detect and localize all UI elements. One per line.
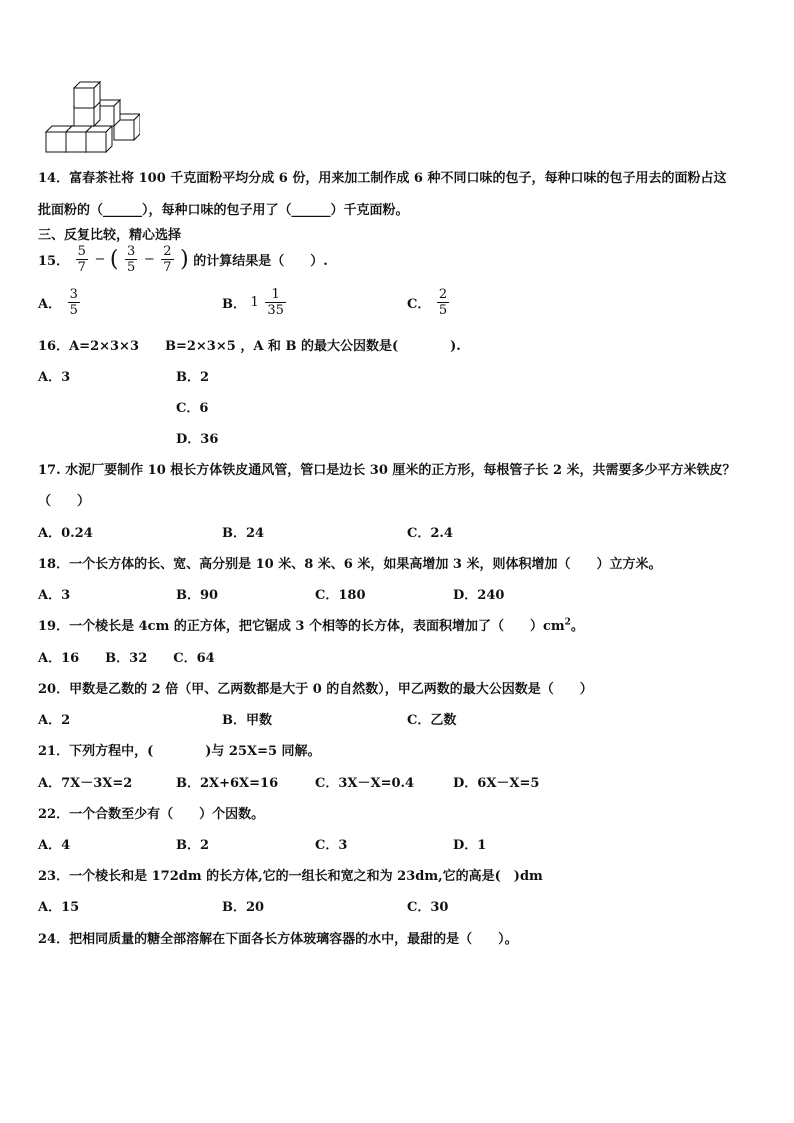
q19-options: A．16 B．32 C．64: [38, 651, 215, 666]
q18-option-a: A．3: [38, 588, 71, 603]
q23-option-b: B．20: [222, 900, 265, 915]
q17-option-b: B．24: [222, 526, 265, 541]
q20-option-b: B．甲数: [222, 713, 272, 728]
cube: [86, 126, 112, 152]
q17-option-c: C．2.4: [407, 526, 453, 541]
q21-option-c: C．3X－X=0.4: [315, 776, 415, 791]
fraction: $\frac{2}{7}$: [163, 244, 172, 275]
q22-option-c: C．3: [315, 838, 348, 853]
q17-line1: 17. 水泥厂要制作 10 根长方体铁皮通风管，管口是边长 30 厘米的正方形，每根管子长 2 米，共需要多少平方米铁皮？: [38, 463, 736, 478]
q18-option-d: D．240: [453, 588, 505, 603]
q18-option-c: C．180: [315, 588, 366, 603]
q15-stem: 15． $\frac{5}{7}$ − ( $\frac{3}{5}$ − $\frac{2}{7}$ ) 的计算结果是（ ）.: [38, 244, 328, 275]
q23-stem: 23．一个棱长和是 172dm 的长方体,它的一组长和宽之和为 23dm,它的高是( )dm: [38, 869, 543, 884]
q24-stem: 24．把相同质量的糖全部溶解在下面各长方体玻璃容器的水中，最甜的是（ ）。: [38, 932, 518, 947]
q22-option-a: A．4: [38, 838, 71, 853]
section-heading: 三、反复比较，精心选择: [38, 228, 182, 243]
fraction: $\frac{5}{7}$: [77, 244, 86, 275]
q14-line2: 批面粉的（______），每种口味的包子用了（______）千克面粉。: [38, 203, 409, 218]
q15-option-a: A． $\frac{3}{5}$: [38, 287, 78, 318]
q23-option-a: A．15: [38, 900, 80, 915]
q15-option-c: C． $\frac{2}{5}$: [407, 287, 448, 318]
q21-stem: 21．下列方程中，( )与 25X=5 同解。: [38, 744, 321, 759]
q16-option-c: C．6: [176, 401, 209, 416]
q14-line1: 14．富春茶社将 100 千克面粉平均分成 6 份，用来加工制作成 6 种不同口味的包子，每种口味的包子用去的面粉占这: [38, 171, 727, 186]
q19-stem: 19．一个棱长是 4cm 的正方体，把它锯成 3 个相等的长方体，表面积增加了（ ）$cm^2$。: [38, 617, 584, 634]
q22-option-d: D．1: [453, 838, 487, 853]
q15-option-b: B． 1 $\frac{1}{35}$: [222, 287, 284, 318]
q20-stem: 20．甲数是乙数的 2 倍（甲、乙两数都是大于 0 的自然数），甲乙两数的最大公因数是（ ）: [38, 682, 593, 697]
q16-stem: 16．A=2×3×3 B=2×3×5 ，A 和 B 的最大公因数是( ).: [38, 339, 461, 354]
q16-option-b: B．2: [176, 370, 210, 385]
q16-option-d: D．36: [176, 432, 219, 447]
question-number: 15．: [38, 254, 70, 269]
q21-option-d: D．6X－X=5: [453, 776, 540, 791]
q18-stem: 18．一个长方体的长、宽、高分别是 10 米、8 米、6 米，如果高增加 3 米，则体积增加（ ）立方米。: [38, 557, 662, 572]
q22-option-b: B．2: [176, 838, 210, 853]
q22-stem: 22．一个合数至少有（ ）个因数。: [38, 807, 265, 822]
q20-option-c: C．乙数: [407, 713, 457, 728]
q23-option-c: C．30: [407, 900, 449, 915]
q17-option-a: A．0.24: [38, 526, 93, 541]
q17-line2: （ ）: [38, 494, 91, 509]
q18-option-b: B．90: [176, 588, 219, 603]
fraction: $\frac{3}{5}$: [127, 244, 136, 275]
q20-option-a: A．2: [38, 713, 71, 728]
q21-option-a: A．7X－3X=2: [38, 776, 133, 791]
cube: [74, 82, 100, 108]
q16-option-a: A．3: [38, 370, 71, 385]
q21-option-b: B．2X+6X=16: [176, 776, 279, 791]
cube-stack-figure: [38, 80, 140, 160]
